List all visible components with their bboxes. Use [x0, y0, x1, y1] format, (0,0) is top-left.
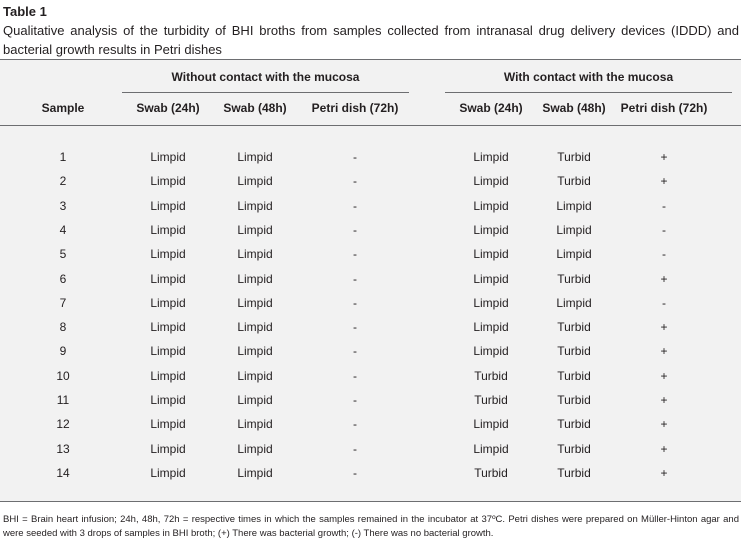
result-cell: - — [353, 441, 357, 456]
result-cell: Turbid — [557, 465, 591, 480]
sample-number-cell: 6 — [59, 271, 67, 286]
result-cell: Limpid — [237, 465, 273, 480]
result-cell: Turbid — [557, 174, 591, 189]
result-cell: + — [660, 393, 668, 407]
result-cell: Limpid — [150, 271, 186, 286]
table-footnote: BHI = Brain heart infusion; 24h, 48h, 72h = respective times in which the samples remained in the incubator at 37ºC. Petri dishes were prepared on Müller-Hinton agar and were seeded with 3 drops of samples in BHI broth; (+) There was bacterial growth; (-) There was no bacterial growth. — [3, 514, 739, 539]
result-cell: Limpid — [237, 320, 273, 335]
result-cell: Limpid — [150, 150, 186, 164]
result-cell: Turbid — [557, 393, 591, 407]
result-cell: Limpid — [150, 174, 186, 189]
sample-number-cell: 10 — [56, 368, 70, 383]
result-cell: - — [353, 222, 357, 237]
header-bottom-rule — [0, 125, 741, 126]
group-header-with-contact: With contact with the mucosa — [503, 70, 674, 84]
result-cell: + — [660, 174, 668, 189]
result-cell: - — [353, 417, 357, 432]
result-cell: Limpid — [150, 247, 186, 262]
result-cell: Limpid — [556, 198, 592, 213]
result-cell: Limpid — [150, 222, 186, 237]
result-cell: Limpid — [237, 368, 273, 383]
column-header-with-petri-dish-72h: Petri dish (72h) — [620, 101, 708, 115]
result-cell: Limpid — [150, 320, 186, 335]
result-cell: Limpid — [150, 368, 186, 383]
result-cell: Turbid — [557, 344, 591, 359]
result-cell: Limpid — [473, 198, 509, 213]
column-header-with-swab-48h: Swab (48h) — [542, 101, 606, 115]
result-cell: - — [662, 295, 666, 310]
sample-number-cell: 14 — [56, 465, 70, 480]
result-cell: - — [353, 247, 357, 262]
column-header-without-petri-dish-72h: Petri dish (72h) — [311, 101, 399, 115]
data-table — [0, 59, 741, 502]
sample-number-cell: 13 — [56, 441, 70, 456]
result-cell: - — [353, 150, 357, 164]
result-cell: Limpid — [237, 417, 273, 432]
column-header-sample: Sample — [41, 101, 85, 115]
result-cell: Limpid — [237, 344, 273, 359]
result-cell: + — [660, 150, 668, 164]
result-cell: + — [660, 320, 668, 335]
result-cell: Turbid — [557, 150, 591, 164]
sample-number-cell: 4 — [59, 222, 67, 237]
result-cell: Limpid — [473, 344, 509, 359]
table-top-rule — [0, 59, 741, 60]
result-cell: Turbid — [557, 271, 591, 286]
result-cell: Limpid — [473, 174, 509, 189]
result-cell: Limpid — [237, 393, 273, 407]
result-cell: - — [353, 393, 357, 407]
result-cell: Limpid — [473, 417, 509, 432]
result-cell: Limpid — [237, 198, 273, 213]
result-cell: Limpid — [473, 441, 509, 456]
result-cell: Turbid — [557, 441, 591, 456]
result-cell: Limpid — [237, 150, 273, 164]
result-cell: Limpid — [473, 247, 509, 262]
sample-number-cell: 11 — [56, 393, 70, 407]
group-rule-with — [445, 92, 732, 93]
result-cell: + — [660, 441, 668, 456]
result-cell: Limpid — [150, 295, 186, 310]
column-header-without-swab-48h: Swab (48h) — [223, 101, 287, 115]
result-cell: Turbid — [557, 368, 591, 383]
result-cell: - — [353, 174, 357, 189]
result-cell: Limpid — [237, 441, 273, 456]
table-caption — [3, 2, 739, 59]
result-cell: - — [662, 247, 666, 262]
result-cell: Turbid — [474, 393, 508, 407]
sample-number-cell: 7 — [59, 295, 67, 310]
sample-number-cell: 2 — [59, 174, 67, 189]
result-cell: Limpid — [556, 222, 592, 237]
result-cell: Limpid — [556, 247, 592, 262]
result-cell: Limpid — [150, 465, 186, 480]
result-cell: - — [353, 320, 357, 335]
result-cell: Limpid — [150, 344, 186, 359]
result-cell: Limpid — [150, 417, 186, 432]
result-cell: Limpid — [473, 295, 509, 310]
result-cell: Turbid — [557, 320, 591, 335]
result-cell: - — [353, 198, 357, 213]
sample-number-cell: 3 — [59, 198, 67, 213]
result-cell: Limpid — [150, 441, 186, 456]
result-cell: Limpid — [556, 295, 592, 310]
sample-number-cell: 8 — [59, 320, 67, 335]
result-cell: - — [662, 198, 666, 213]
result-cell: - — [662, 222, 666, 237]
result-cell: - — [353, 271, 357, 286]
result-cell: Turbid — [474, 465, 508, 480]
result-cell: Turbid — [474, 368, 508, 383]
sample-number-cell: 5 — [59, 247, 67, 262]
column-header-with-swab-24h: Swab (24h) — [459, 101, 523, 115]
result-cell: Limpid — [473, 271, 509, 286]
result-cell: - — [353, 344, 357, 359]
result-cell: Limpid — [150, 393, 186, 407]
result-cell: Limpid — [473, 150, 509, 164]
result-cell: Limpid — [237, 295, 273, 310]
result-cell: Limpid — [237, 271, 273, 286]
group-rule-without — [122, 92, 409, 93]
result-cell: Limpid — [473, 320, 509, 335]
result-cell: + — [660, 368, 668, 383]
table-label: Table 1 — [3, 4, 47, 19]
result-cell: Turbid — [557, 417, 591, 432]
result-cell: + — [660, 465, 668, 480]
result-cell: - — [353, 465, 357, 480]
sample-number-cell: 12 — [56, 417, 70, 432]
result-cell: Limpid — [237, 174, 273, 189]
table-caption-text: Qualitative analysis of the turbidity of BHI broths from samples collected from intranasal drug delivery devices (IDDD) and bacterial growth results in Petri dishes — [3, 23, 739, 57]
result-cell: + — [660, 271, 668, 286]
group-header-without-contact: Without contact with the mucosa — [171, 70, 360, 84]
result-cell: Limpid — [237, 222, 273, 237]
result-cell: Limpid — [237, 247, 273, 262]
result-cell: - — [353, 295, 357, 310]
table-bottom-rule — [0, 501, 741, 502]
result-cell: + — [660, 417, 668, 432]
column-header-without-swab-24h: Swab (24h) — [136, 101, 200, 115]
sample-number-cell: 1 — [59, 150, 67, 164]
result-cell: Limpid — [473, 222, 509, 237]
result-cell: + — [660, 344, 668, 359]
result-cell: - — [353, 368, 357, 383]
sample-number-cell: 9 — [59, 344, 67, 359]
result-cell: Limpid — [150, 198, 186, 213]
